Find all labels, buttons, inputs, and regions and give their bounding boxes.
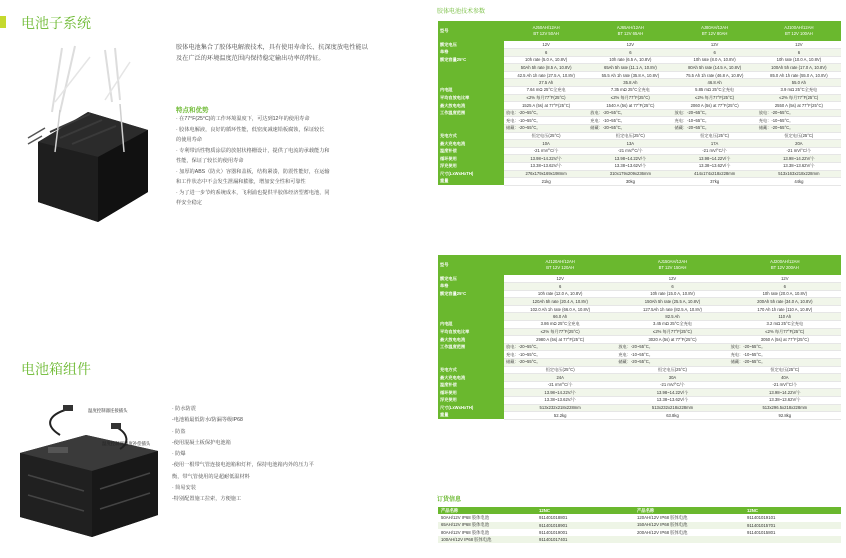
row-label: 内电阻 (438, 321, 504, 329)
table-cell: 充电：-10~55°C。 (757, 117, 841, 125)
battery-box-image (8, 405, 170, 545)
row-label (438, 71, 504, 79)
list-item: · 胶体电解液，良好的循环性能，低密度减速铅板腐蚀，保证较长 (176, 126, 325, 133)
table-cell: 120Ah 5h rate (20.4 A, 10.8V) (504, 298, 616, 306)
table-cell: 恒定电压(25°C) (616, 366, 728, 374)
table-row (438, 79, 841, 87)
table-row (438, 351, 841, 359)
row-label: 尺寸(LxWxHxTH) (438, 170, 504, 178)
table-row (438, 514, 841, 521)
table-row (438, 374, 841, 382)
table-row (438, 412, 841, 420)
row-label: 平均自放电比率 (438, 94, 504, 102)
table-cell: 恒定电压(25°C) (588, 132, 672, 140)
table-cell: ≤2% 每月77°F(25°C) (504, 328, 616, 336)
model-code: AJ200AH/12AH (770, 259, 800, 264)
table-cell: 13.98~14.22V/个 (616, 389, 728, 397)
table-cell: 恒定电压(25°C) (729, 366, 841, 374)
table-cell: 充电：-10~55°C。 (588, 117, 672, 125)
model-code: AJ80AH/12AH (701, 25, 729, 30)
table-row (438, 529, 841, 536)
table-cell: 12V (616, 275, 728, 283)
table-cell: 13.98~14.22V/个 (673, 155, 757, 163)
table-cell: 92.8kg (729, 412, 841, 420)
list-item: 衡，带气管使用的是超耐低温材料 (172, 473, 250, 480)
table-row (438, 163, 841, 171)
table-cell: 13.98~14.22V/个 (588, 155, 672, 163)
table-cell: 放电：-20~55°C。 (616, 343, 728, 351)
table-cell: 10A (504, 140, 588, 148)
table-cell: 20A (757, 140, 841, 148)
model-header (504, 21, 588, 41)
row-label: 最大充电电流 (438, 140, 504, 148)
table-cell: 13A (588, 140, 672, 148)
table-cell: 10h rate (15.0 A, 10.8V) (616, 290, 728, 298)
list-item: · 为了进一步节约系统成本，飞利浦也提供半胶体经济型蓄电池，同 (176, 189, 330, 196)
row-label: 最大放电电流 (438, 102, 504, 110)
table-cell: 12V (757, 41, 841, 49)
order-code: 911401017401 (536, 536, 634, 543)
table-cell: 200Ah 5h rate (34.0 A, 10.8V) (729, 298, 841, 306)
row-label: 额定容量25°C (438, 56, 504, 64)
table-cell: 1525 A (5s) at 77°F(25°C) (504, 102, 588, 110)
model-header-label: 型号 (438, 21, 504, 41)
table-cell: 40A (729, 374, 841, 382)
table-cell: -21 mV/°C/个 (729, 381, 841, 389)
table-cell: 13.38~13.62V/个 (504, 163, 588, 171)
table-cell: 44kg (757, 178, 841, 186)
row-label (438, 313, 504, 321)
table-cell: 3.45 mΩ 25°C全充电 (616, 321, 728, 329)
model-header (588, 21, 672, 41)
order-title: 订货信息 (437, 497, 462, 503)
table-cell: 放电：-20~55°C。 (588, 109, 672, 117)
table-cell: 46.8 Ah (673, 79, 757, 87)
table-cell: 3020 A (5s) at 77°F(25°C) (616, 336, 728, 344)
table-cell: 55.0 Ah (757, 79, 841, 87)
table-row (438, 117, 841, 125)
row-label: 尺寸(LxWxHxTH) (438, 404, 504, 412)
table-cell: 85.0 Ah 1h rate (55.0 A, 10.8V) (757, 71, 841, 79)
table-cell: 13.38~13.62V/个 (729, 397, 841, 405)
table-cell: 7.35 mΩ 25°C全充电 (588, 87, 672, 95)
order-header-code: 12NC (744, 507, 841, 514)
list-item: · 专利带活性物质涂层的放射状格栅设计，提供了电流的承载能力和 (176, 147, 330, 154)
spec-table-2 (438, 255, 841, 420)
table-cell: 2060 A (5s) at 77°F(25°C) (673, 102, 757, 110)
section-title-box: 电池箱组件 (21, 361, 91, 377)
row-label: 充电方式 (438, 366, 504, 374)
table-row (438, 359, 841, 367)
table-cell: 3050 A (5s) at 77°F(25°C) (729, 336, 841, 344)
row-label: 浮充使用 (438, 397, 504, 405)
connector-label: 温度控制器连接插头 (88, 408, 128, 413)
table-cell: 82.5 Ah (616, 313, 728, 321)
table-cell: 170 Ah 1h rate (110 A, 10.8V) (729, 305, 841, 313)
order-product-name: 65AH/12V IP68 胶体电池 (438, 522, 536, 529)
list-item: -使用一根带气管连接电池箱和灯杆，保持电池箱内外的压力平 (172, 462, 314, 469)
model-name: BT 12V 200AH (770, 265, 799, 270)
row-label: 单格 (438, 283, 504, 291)
table-cell: 110 Ah (729, 313, 841, 321)
table-cell: 75.5 Ah 1h rate (46.8 A, 10.8V) (673, 71, 757, 79)
row-label (438, 359, 504, 367)
table-row (438, 313, 841, 321)
table-cell: 充电：-10~55°C。 (504, 117, 588, 125)
list-item: -电池箱最低防水/防漏等级IP68 (172, 417, 243, 424)
table-cell: 13.98~14.22V/个 (757, 155, 841, 163)
table-cell: 10h rate (12.0 A, 10.8V) (504, 290, 616, 298)
table-cell: 27.5 Ah (504, 79, 588, 87)
model-header (504, 255, 616, 275)
table-row (438, 290, 841, 298)
table-cell: 10h rate (5.0 A, 10.8V) (504, 56, 588, 64)
table-row (438, 366, 841, 374)
row-label (438, 125, 504, 133)
table-cell: 50Ah 5h rate (8.5 A, 10.8V) (504, 64, 588, 72)
table-cell: 6 (673, 49, 757, 57)
table-cell: 13.38~13.62V/个 (504, 397, 616, 405)
table-cell: 276x179x169x198mm (504, 170, 588, 178)
table-row (438, 41, 841, 49)
table-row (438, 381, 841, 389)
table-cell: 充电：-10~55°C。 (504, 351, 616, 359)
table-cell: 12V (504, 41, 588, 49)
table-row (438, 328, 841, 336)
model-header-label: 型号 (438, 255, 504, 275)
table-cell: 127.5Ah 1h rate (82.5 A, 10.8V) (616, 305, 728, 313)
order-code: 911401019001 (539, 530, 568, 536)
table-cell: 10h rate (6.5 A, 10.8V) (588, 56, 672, 64)
features-title: 特点和优势 (176, 107, 209, 114)
table-cell: 13.38~13.62V/个 (673, 163, 757, 171)
list-item: -特别配置施工拉索，方便施工 (172, 496, 242, 503)
model-header (616, 255, 728, 275)
table-cell: 65Ah 5h rate (11.1 A, 10.8V) (588, 64, 672, 72)
table-row (438, 132, 841, 140)
table-row (438, 178, 841, 186)
row-label: 平均自放电比率 (438, 328, 504, 336)
table-cell: 100Ah 5h rate (17.0 A, 10.8V) (757, 64, 841, 72)
order-product-name: 120AH/12V IP68 胶体电池 (637, 514, 688, 520)
table-row (438, 87, 841, 95)
order-code: 911401018801 (539, 515, 568, 521)
table-cell: 12V (673, 41, 757, 49)
table-cell: -21 mV/°C/个 (616, 381, 728, 389)
table-cell: 13.98~14.22V/个 (504, 389, 616, 397)
table-cell: 13.98~14.22V/个 (504, 155, 588, 163)
features-list (176, 114, 376, 209)
table-cell: 55.5 Ah 1h rate (35.8 A, 10.8V) (588, 71, 672, 79)
table-cell: -21 mV/°C/个 (504, 381, 616, 389)
table-row (438, 397, 841, 405)
table-row (438, 321, 841, 329)
table-cell: 6 (504, 49, 588, 57)
table-cell: 恒定电压(25°C) (504, 132, 588, 140)
table-row (438, 147, 841, 155)
list-item: 性能，保证了较长的使用寿命 (176, 158, 244, 164)
table-cell: 513x232x218x228mm (616, 404, 728, 412)
table-row (438, 94, 841, 102)
table-cell: 513x232x218x228mm (504, 404, 616, 412)
table-cell: 13.38~13.62V/个 (616, 397, 728, 405)
table-row (438, 125, 841, 133)
table-cell: 6 (588, 49, 672, 57)
row-label (438, 298, 504, 306)
compensation-label: 温度控制器温度补偿插头 (102, 441, 151, 446)
table-cell: 17A (673, 140, 757, 148)
list-item: 的使用寿命 (176, 137, 202, 143)
table-cell: 3.2 mΩ 25°C全充电 (729, 321, 841, 329)
row-label: 浮充使用 (438, 163, 504, 171)
order-header-product: 产品名称 (438, 507, 536, 514)
table-cell: 恒定电压(25°C) (757, 132, 841, 140)
row-label: 充电方式 (438, 132, 504, 140)
table-cell: ≤2% 每月77°F(25°C) (504, 94, 588, 102)
table-cell: 24A (504, 374, 616, 382)
table-row (438, 64, 841, 72)
table-row (438, 140, 841, 148)
model-name: BT 12V 50AH (533, 31, 559, 36)
table-cell: 6 (729, 283, 841, 291)
table-row (438, 522, 841, 529)
table-cell: 储藏：-20~55°C。 (504, 359, 616, 367)
table-cell: 66.0 Ah (504, 313, 616, 321)
order-code: 911401015801 (747, 530, 776, 536)
table-cell: 13.38~13.62V/个 (757, 163, 841, 171)
table-cell: 放电：-20~55°C。 (729, 343, 841, 351)
table-row (438, 170, 841, 178)
row-label (438, 117, 504, 125)
model-header (757, 21, 841, 41)
model-name: BT 12V 100AH (784, 31, 813, 36)
table-cell: 52.2kg (504, 412, 616, 420)
table-cell: 30A (616, 374, 728, 382)
order-product-name: 150AH/12V IP68 胶体电池 (634, 522, 744, 529)
table-cell: 放电：-20~55°C。 (504, 343, 616, 351)
table-cell: 放电：-20~55°C。 (504, 109, 588, 117)
table-cell: 6 (616, 283, 728, 291)
list-item: · 在77°F(25°C)的工作环境温度下，可达到12年的使用寿命 (176, 116, 310, 122)
table-cell: 513x163x218x228mm (757, 170, 841, 178)
row-label: 内电阻 (438, 87, 504, 95)
table-row (438, 102, 841, 110)
section-title-battery: 电池子系统 (21, 15, 91, 31)
table-row (438, 56, 841, 64)
table-cell: 80Ah 5h rate (14.5 A, 10.8V) (673, 64, 757, 72)
row-label: 循环使用 (438, 155, 504, 163)
model-code: AJ120AH/12AH (545, 259, 575, 264)
order-code: 911401019101 (747, 515, 776, 521)
table-row (438, 343, 841, 351)
table-cell: 6 (504, 283, 616, 291)
table-cell: -21 mV/°C/个 (588, 147, 672, 155)
row-label: 重量 (438, 412, 504, 420)
table-cell: 21kg (504, 178, 588, 186)
table-row (438, 404, 841, 412)
order-product-name: 50AH/12V IP68 胶体电池 (441, 514, 490, 520)
table-row (438, 155, 841, 163)
table-cell: 储藏：-20~55°C。 (588, 125, 672, 133)
table-cell: 12V (504, 275, 616, 283)
row-label (438, 305, 504, 313)
model-header (673, 21, 757, 41)
row-label: 最大放电电流 (438, 336, 504, 344)
empty-cell (634, 536, 744, 543)
table-cell: 储藏：-20~55°C。 (504, 125, 588, 133)
row-label: 额定电压 (438, 41, 504, 49)
table-cell: 2550 A (5s) at 77°F(25°C) (757, 102, 841, 110)
intro-paragraph: 胶体电池集合了胶体电解液技术，具有使用寿命长、抗深度放电性能以及在广泛的环境温度范围内保持稳定输出功率的特征。 (176, 44, 368, 62)
row-label: 工作温度范围 (438, 343, 504, 351)
table-cell: -21 mV/°C/个 (504, 147, 588, 155)
table-cell: 7.64 mΩ 25°C全充电 (504, 87, 588, 95)
row-label: 额定电压 (438, 275, 504, 283)
row-label: 温度补偿 (438, 381, 504, 389)
model-code: AJ50AH/12AH (532, 25, 560, 30)
table-cell: 恒定电压(25°C) (504, 366, 616, 374)
table-cell: 放电：-20~55°C。 (673, 109, 757, 117)
table-row (438, 49, 841, 57)
table-cell: 414x174x218x228mm (673, 170, 757, 178)
model-code: AJ150AH/12AH (657, 259, 688, 264)
row-label: 额定容量25°C (438, 290, 504, 298)
order-header-code: 12NC (536, 507, 634, 514)
table-cell: 12V (729, 275, 841, 283)
table-cell: 10h rate (8.0 A, 10.8V) (673, 56, 757, 64)
model-name: BT 12V 80AH (701, 31, 728, 36)
table-cell: 放电：-20~55°C。 (757, 109, 841, 117)
order-code: 911401015701 (744, 522, 841, 529)
table-cell: ≤2% 每月77°F(25°C) (757, 94, 841, 102)
table-row (438, 305, 841, 313)
model-name: BT 12V 150AH (658, 265, 687, 270)
row-label: 单格 (438, 49, 504, 57)
list-item: · 防水防震 (172, 406, 196, 412)
model-code: AJ100AH/12AH (784, 25, 814, 30)
table-row (438, 109, 841, 117)
order-product-name: 80AH/12V IP68 胶体电池 (441, 529, 490, 535)
row-label: 温度补偿 (438, 147, 504, 155)
table-cell: 储藏：-20~55°C。 (616, 359, 728, 367)
order-product-name: 100AH/12V IP68 胶体电池 (438, 536, 536, 543)
table-cell: 37kg (673, 178, 757, 186)
table-cell: 12V (588, 41, 672, 49)
list-item: · 加厚的ABS（防火）容器和盖板，结构紧凑，防震性能好，在运输 (176, 168, 330, 175)
table-row (438, 536, 841, 543)
list-item: 样安全稳定 (176, 200, 202, 206)
table-cell: ≤2% 每月77°F(25°C) (729, 328, 841, 336)
table-row (438, 298, 841, 306)
list-item: -使用混凝土板保护电池箱 (172, 439, 231, 446)
order-table (438, 507, 841, 543)
table-cell: 63.8kg (616, 412, 728, 420)
spec-table-1 (438, 21, 841, 186)
list-item: · 防爆 (172, 451, 186, 458)
table-cell: ≤2% 每月77°F(25°C) (616, 328, 728, 336)
table-cell: 储藏：-20~55°C。 (729, 359, 841, 367)
table-cell: -21 mV/°C/个 (673, 147, 757, 155)
model-name: BT 12V 120AH (546, 265, 575, 270)
table-cell: 13.98~14.22V/个 (729, 389, 841, 397)
table-cell: 30kg (588, 178, 672, 186)
table-cell: 恒定电压(25°C) (673, 132, 757, 140)
table-cell: 充电：-10~55°C。 (673, 117, 757, 125)
model-code: AJ65AH/12AH (616, 25, 644, 30)
table-cell: 1540 A (5s) at 77°F(25°C) (588, 102, 672, 110)
table-cell: -21 mV/°C/个 (757, 147, 841, 155)
order-header-product: 产品名称 (634, 507, 744, 514)
table-row (438, 283, 841, 291)
table-cell: 充电：-10~55°C。 (616, 351, 728, 359)
table-cell: 5.85 mΩ 25°C全充电 (673, 87, 757, 95)
gel-battery-image (20, 42, 160, 227)
empty-cell (744, 536, 841, 543)
list-item: · 简易安装 (172, 485, 196, 492)
table-cell: 储藏：-20~55°C。 (673, 125, 757, 133)
order-product-name: 200AH/12V IP68 胶体电池 (637, 529, 688, 535)
table-cell: 102.0 Ah 1h rate (66.0 A, 10.8V) (504, 305, 616, 313)
model-name: BT 12V 65AH (617, 31, 644, 36)
row-label (438, 79, 504, 87)
table-cell: 6 (757, 49, 841, 57)
table-row (438, 389, 841, 397)
table-cell: 13.38~13.62V/个 (588, 163, 672, 171)
row-label: 重量 (438, 178, 504, 186)
row-label (438, 351, 504, 359)
table-cell: ≤2% 每月77°F(25°C) (588, 94, 672, 102)
table-cell: 513x296.5x218x228mm (729, 404, 841, 412)
table-cell: 10h rate (20.0 A, 10.8V) (729, 290, 841, 298)
list-item: · 防盗 (172, 428, 186, 435)
row-label: 最大充电电流 (438, 374, 504, 382)
table-cell: 3.86 mΩ 25°C全充电 (504, 321, 616, 329)
table-cell: 150Ah 5h rate (25.5 A, 10.8V) (616, 298, 728, 306)
model-header (729, 255, 841, 275)
spec-table-title: 胶体电池技术参数 (437, 9, 486, 15)
section-marker (0, 16, 6, 28)
row-label (438, 64, 504, 72)
table-row (438, 336, 841, 344)
box-features-list (172, 404, 372, 506)
table-cell: 充电：-10~55°C。 (729, 351, 841, 359)
table-cell: ≤2% 每月77°F(25°C) (673, 94, 757, 102)
table-cell: 2980 A (5s) at 77°F(25°C) (504, 336, 616, 344)
table-row (438, 71, 841, 79)
table-cell: 35.8 Ah (588, 79, 672, 87)
table-cell: 310x179x209x236mm (588, 170, 672, 178)
list-item: 和工作状态中不会发生泄漏和膨胀，增加安全性和可靠性 (176, 179, 306, 185)
table-cell: 3.9 mΩ 25°C全充电 (757, 87, 841, 95)
row-label: 工作温度范围 (438, 109, 504, 117)
table-cell: 42.5 Ah 1h rate (27.5 A, 10.8V) (504, 71, 588, 79)
table-cell: 10h rate (10.0 A, 10.8V) (757, 56, 841, 64)
table-row (438, 275, 841, 283)
table-cell: 储藏：-20~55°C。 (757, 125, 841, 133)
order-code: 911401018901 (536, 522, 634, 529)
row-label: 循环使用 (438, 389, 504, 397)
